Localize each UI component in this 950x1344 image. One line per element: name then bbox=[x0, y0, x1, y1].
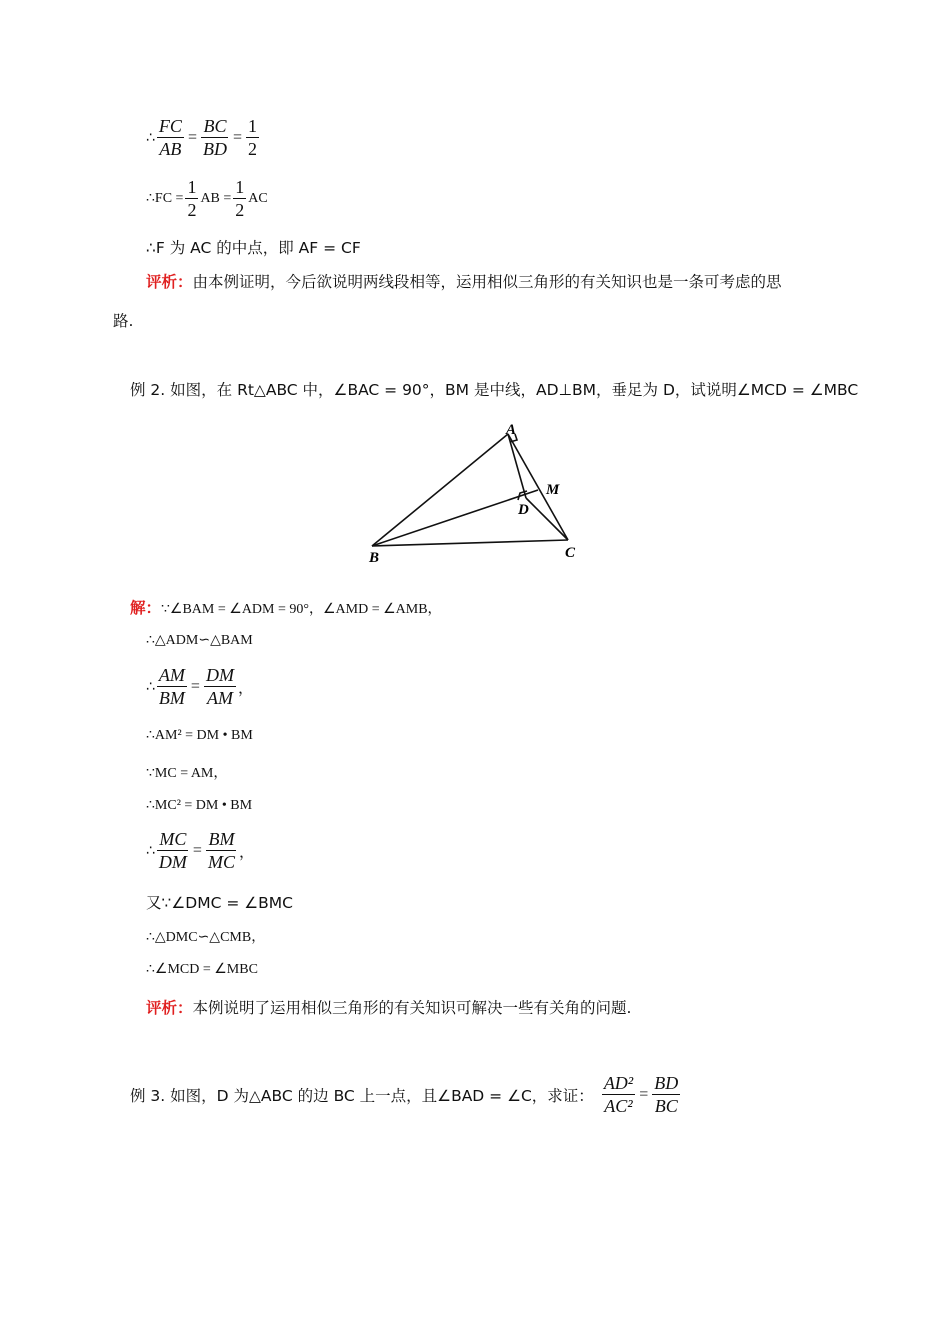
solution-step-4: ∴AM² = DM • BM bbox=[146, 728, 253, 743]
conclusion-midpoint: ∴F 为 AC 的中点，即 AF = CF bbox=[146, 239, 361, 257]
ratio-equation-1: ∴ $\frac{FC}{AB}$ = $\frac{BC}{BD}$ = $\frac{1}{2}$ bbox=[146, 116, 257, 159]
segment-ba bbox=[372, 434, 508, 546]
segment-bc bbox=[372, 540, 568, 546]
solution-step-7: ∴ $\frac{MC}{DM}$ = $\frac{BM}{MC}$ ， bbox=[146, 829, 255, 872]
segment-bm bbox=[372, 490, 538, 546]
fraction-fc-ab: $\frac{FC}{AB}$ bbox=[158, 116, 182, 159]
ratio-equation-2: ∴FC = $\frac{1}{2}$ AB = $\frac{1}{2}$ AC bbox=[146, 177, 268, 220]
comment-2: 评析：本例说明了运用相似三角形的有关知识可解决一些有关角的问题. bbox=[146, 999, 632, 1017]
label-m: M bbox=[546, 482, 560, 498]
solution-step-6: ∴MC² = DM • BM bbox=[146, 798, 253, 813]
label-c: C bbox=[565, 545, 576, 561]
label-b: B bbox=[369, 550, 380, 566]
solution-step-1: 解：∵∠BAM = ∠ADM = 90°，∠AMD = ∠AMB， bbox=[130, 599, 442, 617]
label-a: A bbox=[506, 422, 517, 438]
solution-step-5: ∵MC = AM， bbox=[146, 766, 228, 781]
triangle-diagram bbox=[360, 418, 600, 568]
example-2-problem: 例 2. 如图，在 Rt△ABC 中，∠BAC = 90°，BM 是中线，AD⊥BM，垂足为 D，试说明∠MCD = ∠MBC bbox=[130, 381, 859, 399]
comment-1: 评析：由本例证明，今后欲说明两线段相等，运用相似三角形的有关知识也是一条可考虑的思 bbox=[146, 273, 782, 291]
comment-1-continued: 路. bbox=[113, 312, 134, 330]
label-d: D bbox=[518, 502, 529, 518]
solution-step-3: ∴ $\frac{AM}{BM}$ = $\frac{DM}{AM}$ ， bbox=[146, 665, 254, 708]
fraction-bc-bd: $\frac{BC}{BD}$ bbox=[202, 116, 227, 159]
solution-step-2: ∴△ADM∽△BAM bbox=[146, 633, 253, 648]
solution-step-10: ∴∠MCD = ∠MBC bbox=[146, 962, 258, 977]
solution-step-9: ∴△DMC∽△CMB， bbox=[146, 930, 266, 945]
solution-step-8: 又∵∠DMC = ∠BMC bbox=[146, 894, 293, 912]
fraction-one-half: $\frac{1}{2}$ bbox=[248, 116, 257, 159]
example-3-problem: 例 3. 如图，D 为△ABC 的边 BC 上一点，且∠BAD = ∠C，求证： $\frac{\text{AD²}}{\text{AC²}}$ = $\frac{BD}{BC}$ bbox=[130, 1073, 679, 1116]
segment-ad bbox=[508, 434, 526, 498]
